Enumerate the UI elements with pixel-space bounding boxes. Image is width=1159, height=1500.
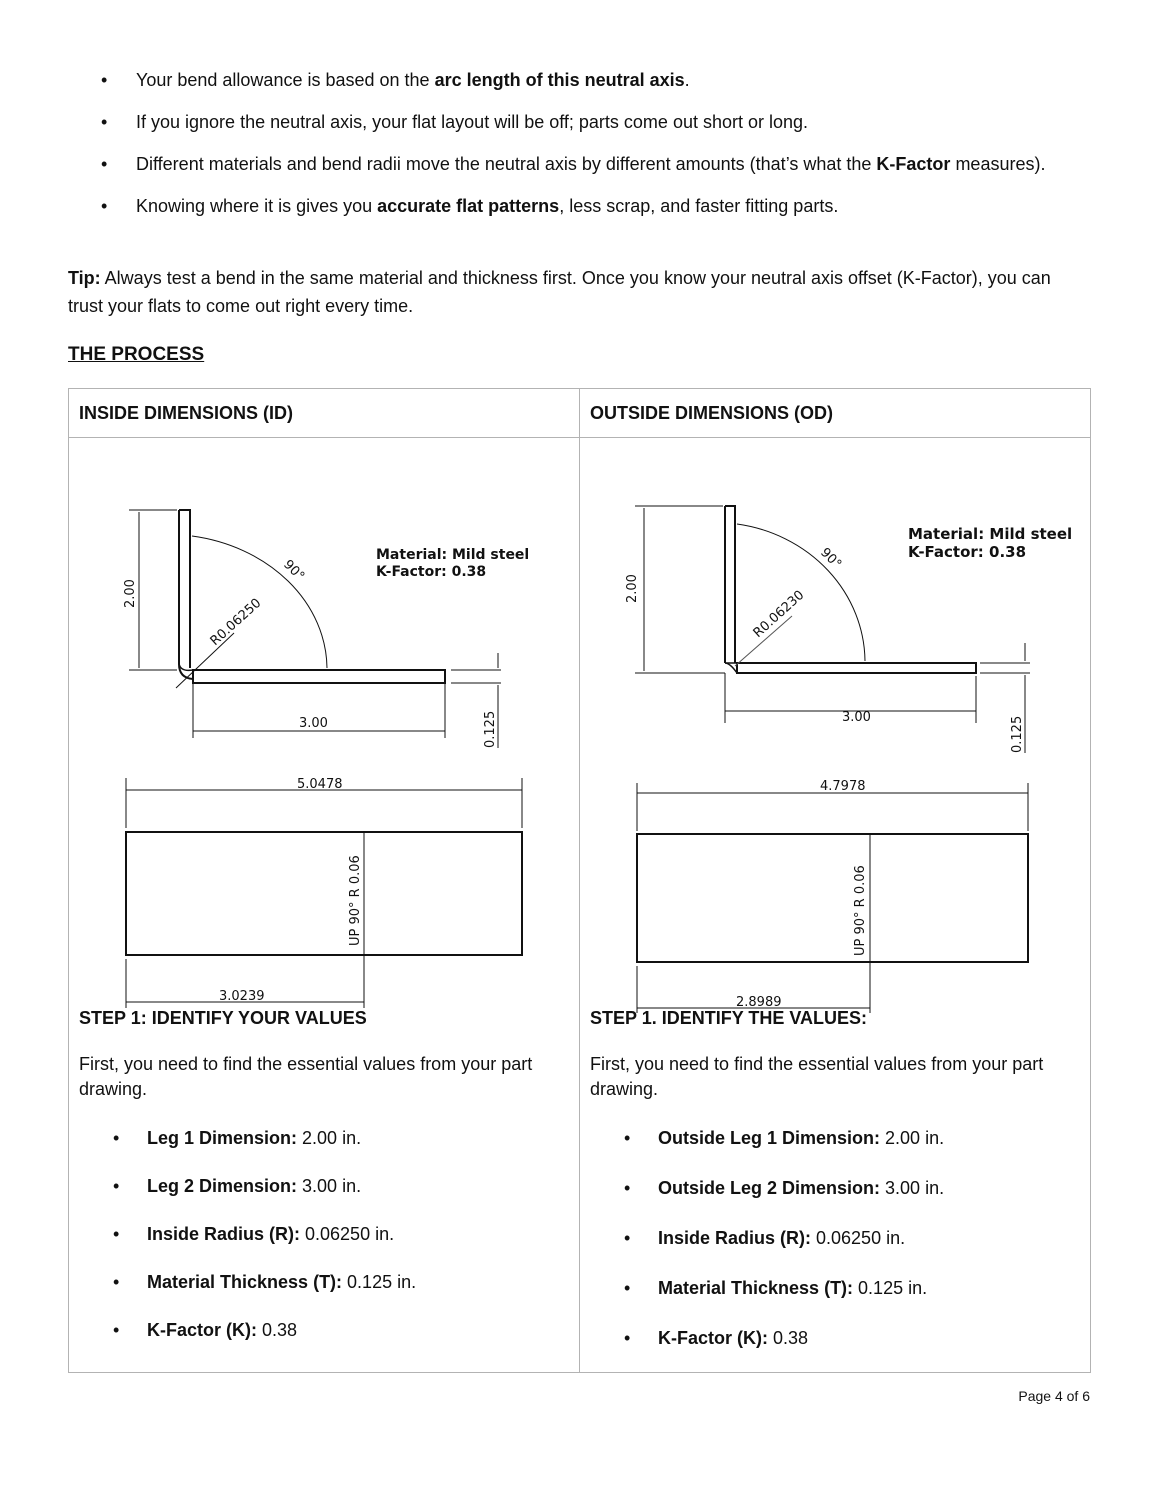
svg-text:4.7978: 4.7978 xyxy=(820,779,866,794)
value-item: • Outside Leg 2 Dimension: 3.00 in. xyxy=(590,1174,944,1202)
id-step-intro: First, you need to find the essential values from your part drawing. xyxy=(79,1054,533,1099)
svg-text:R0.06250: R0.06250 xyxy=(207,595,265,649)
value-item: • Inside Radius (R): 0.06250 in. xyxy=(79,1220,416,1248)
od-cell xyxy=(580,438,1091,1373)
bullet-item: • Knowing where it is gives you accurate flat patterns, less scrap, and faster fitting parts. xyxy=(68,192,1090,220)
od-step-intro: First, you need to find the essential values from your part drawing. xyxy=(590,1054,1044,1099)
svg-text:2.00: 2.00 xyxy=(625,574,640,603)
header-inside-dimensions: INSIDE DIMENSIONS (ID) xyxy=(69,389,580,438)
bullet-item: • Different materials and bend radii move the neutral axis by different amounts (that’s what the K-Factor measures). xyxy=(68,150,1090,178)
tip-paragraph: Tip: Always test a bend in the same material and thickness first. Once you know your neutral axis offset (K-Factor), you can trust your flats to come out right every time. xyxy=(68,268,1051,316)
value-item: • Outside Leg 1 Dimension: 2.00 in. xyxy=(590,1124,944,1152)
value-item: • Inside Radius (R): 0.06250 in. xyxy=(590,1224,944,1252)
svg-text:3.00: 3.00 xyxy=(842,710,871,725)
svg-text:0.125: 0.125 xyxy=(1010,715,1025,753)
value-item: • K-Factor (K): 0.38 xyxy=(590,1324,944,1352)
svg-text:3.00: 3.00 xyxy=(299,716,328,731)
section-heading: THE PROCESS xyxy=(68,344,205,365)
value-item: • Leg 1 Dimension: 2.00 in. xyxy=(79,1124,416,1152)
svg-text:0.125: 0.125 xyxy=(483,710,498,748)
value-item: • Material Thickness (T): 0.125 in. xyxy=(79,1268,416,1296)
bullet-item: • Your bend allowance is based on the arc length of this neutral axis. xyxy=(68,66,1090,94)
id-cell xyxy=(69,438,580,1373)
svg-text:UP 90° R 0.06: UP 90° R 0.06 xyxy=(348,855,363,946)
svg-text:90°: 90° xyxy=(817,545,845,573)
svg-text:90°: 90° xyxy=(280,557,308,585)
svg-text:UP 90° R 0.06: UP 90° R 0.06 xyxy=(853,865,868,956)
process-table xyxy=(68,388,1091,1373)
svg-text:R0.06230: R0.06230 xyxy=(750,587,808,641)
value-item: • K-Factor (K): 0.38 xyxy=(79,1316,416,1344)
svg-text:5.0478: 5.0478 xyxy=(297,777,343,792)
od-step-title: STEP 1. IDENTIFY THE VALUES: xyxy=(590,1008,868,1028)
kfactor-label: K-Factor: 0.38 xyxy=(908,543,1027,561)
od-values-list xyxy=(590,1124,944,1374)
kfactor-label: K-Factor: 0.38 xyxy=(376,564,487,580)
header-outside-dimensions: OUTSIDE DIMENSIONS (OD) xyxy=(580,389,1091,438)
id-values-list xyxy=(79,1124,416,1364)
id-bend-diagram xyxy=(69,438,579,1004)
material-label: Material: Mild steel xyxy=(376,547,530,563)
value-item: • Material Thickness (T): 0.125 in. xyxy=(590,1274,944,1302)
svg-text:3.0239: 3.0239 xyxy=(219,989,265,1004)
page-number: Page 4 of 6 xyxy=(1018,1388,1090,1404)
svg-text:2.00: 2.00 xyxy=(123,579,138,608)
bullet-item: • If you ignore the neutral axis, your flat layout will be off; parts come out short or long. xyxy=(68,108,1090,136)
neutral-axis-bullets xyxy=(68,66,1090,234)
id-step-title: STEP 1: IDENTIFY YOUR VALUES xyxy=(79,1008,367,1028)
svg-text:2.8989: 2.8989 xyxy=(736,995,782,1010)
material-label: Material: Mild steel xyxy=(908,525,1073,543)
value-item: • Leg 2 Dimension: 3.00 in. xyxy=(79,1172,416,1200)
od-bend-diagram xyxy=(580,438,1092,1010)
